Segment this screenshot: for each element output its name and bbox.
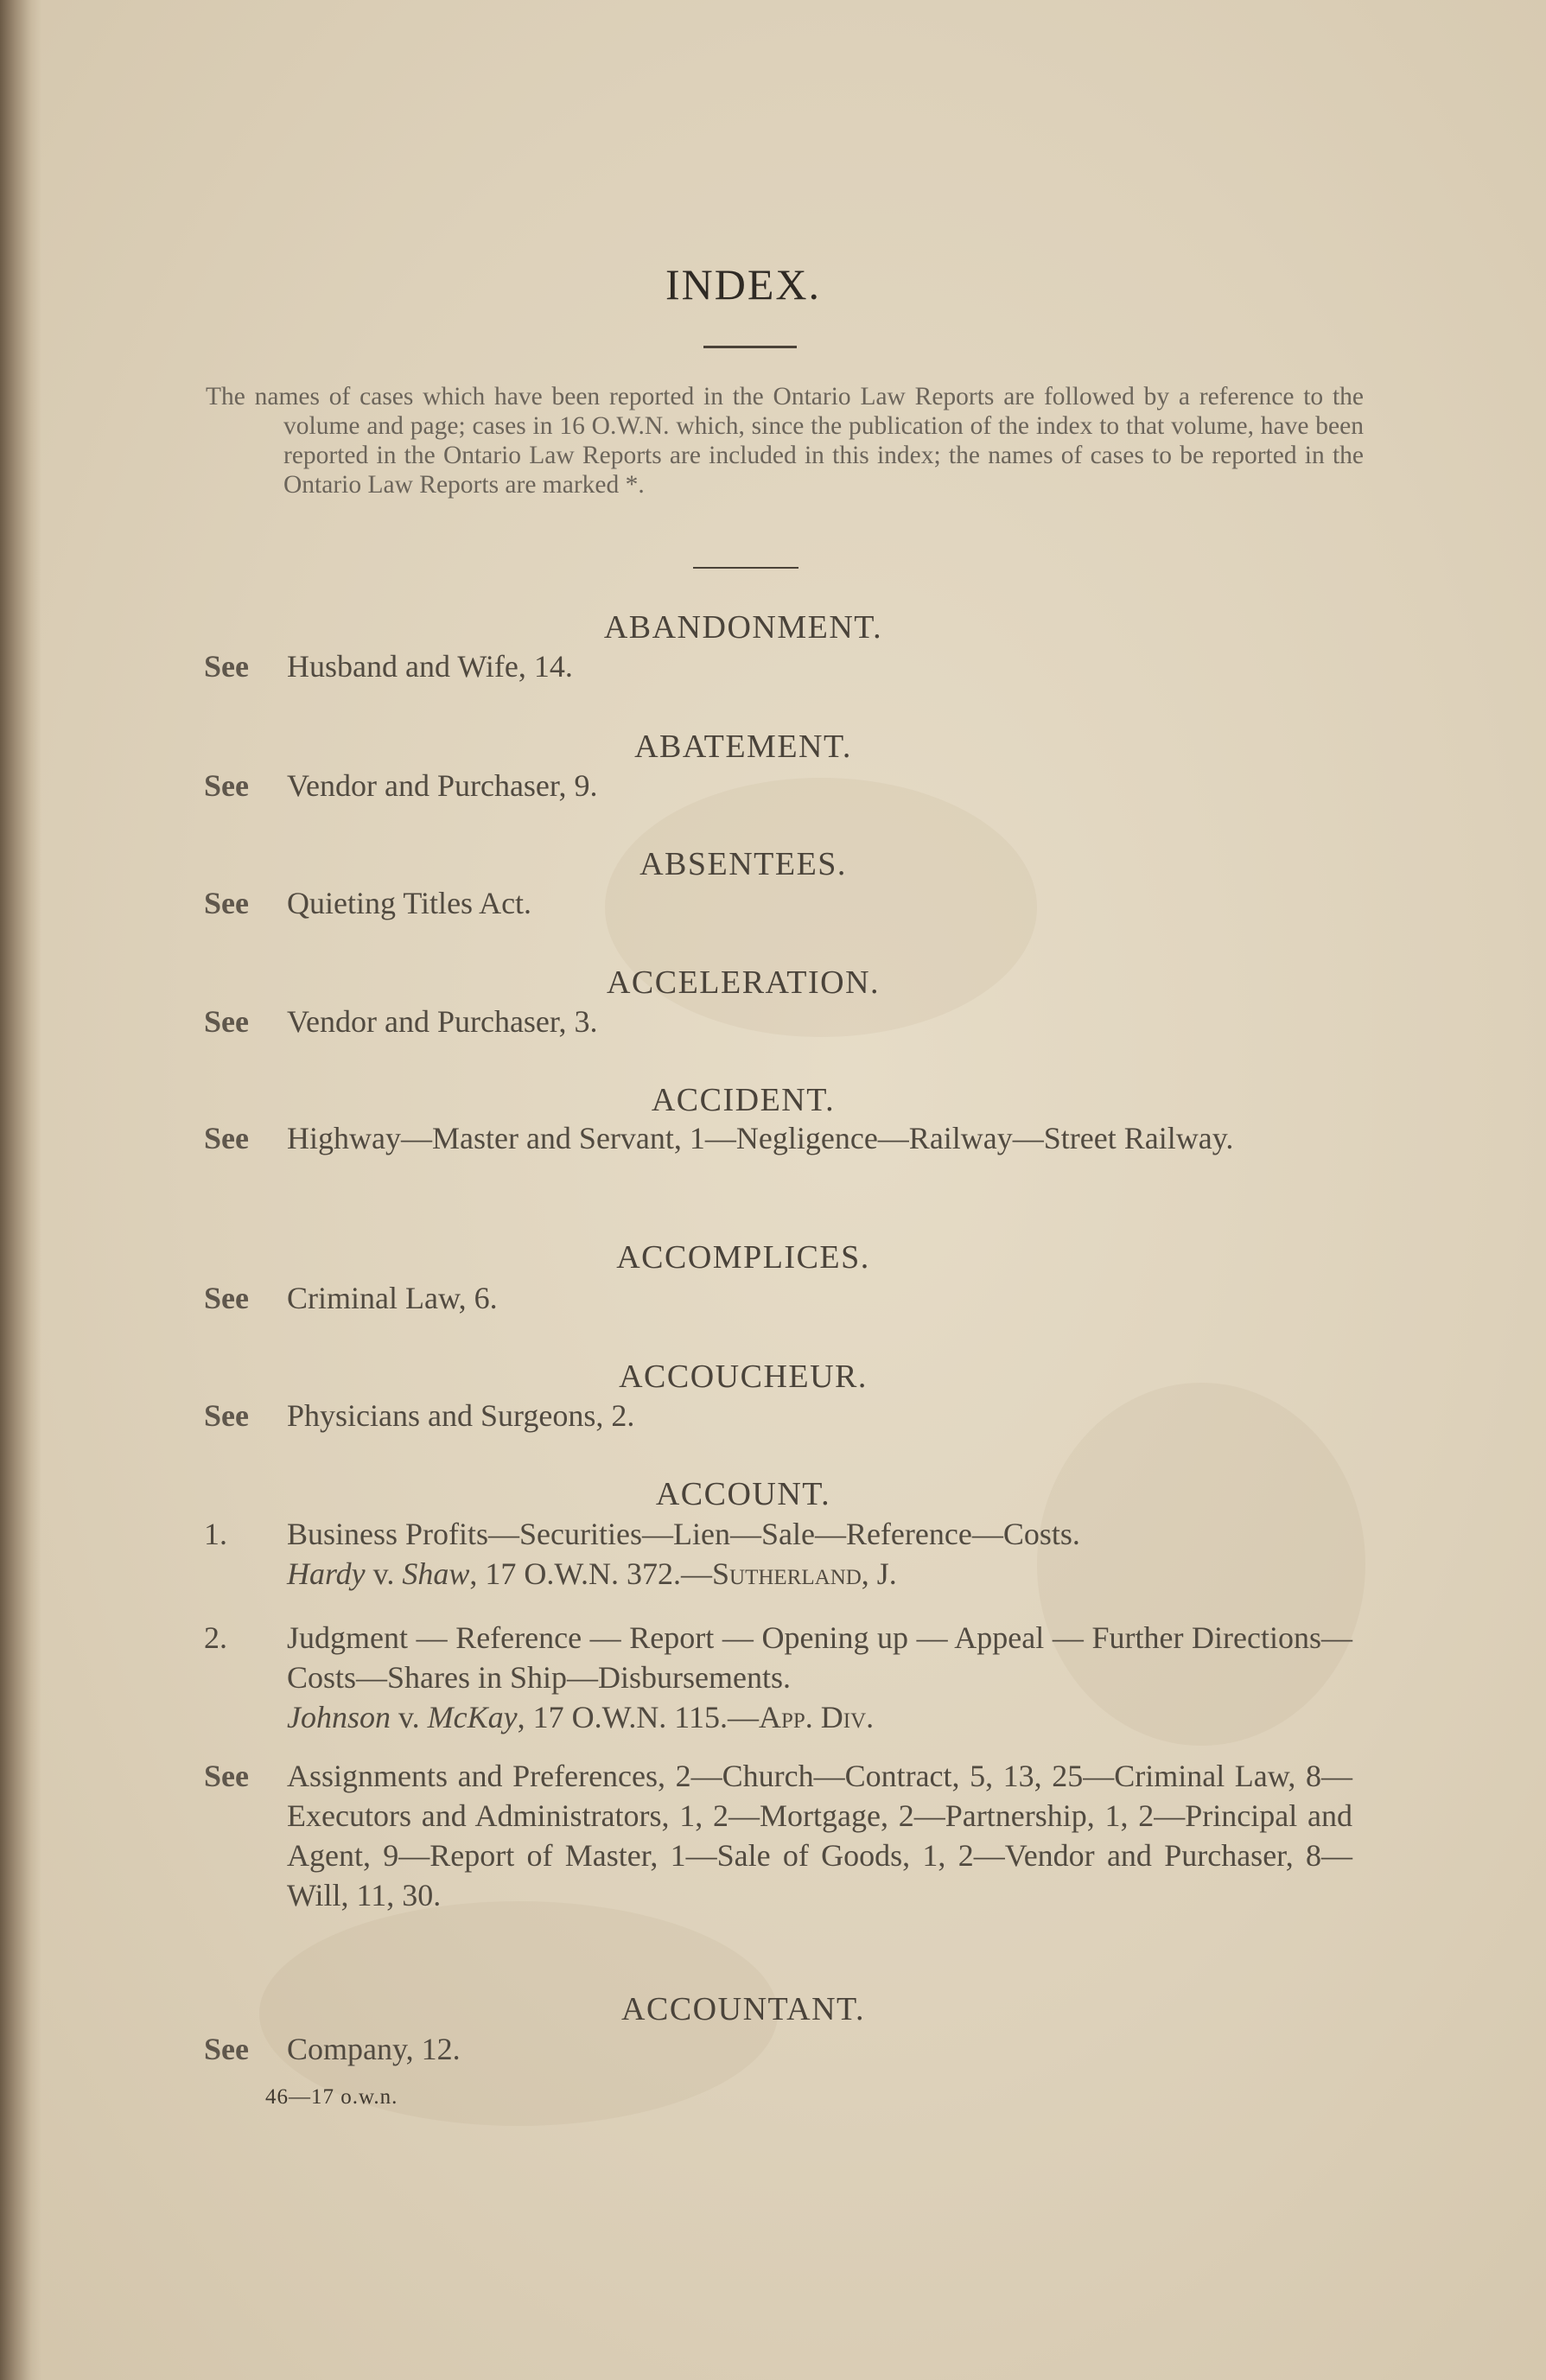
case-party-a: Hardy: [287, 1556, 366, 1591]
see-label: See: [204, 1759, 249, 1793]
case-party-b: McKay: [427, 1700, 518, 1734]
entry-heading-abatement: ABATEMENT.: [634, 729, 852, 765]
entry-heading-accident: ACCIDENT.: [651, 1082, 836, 1118]
cross-reference-text: Highway—Master and Servant, 1—Negligence—Railway—Street Railway.: [287, 1121, 1234, 1155]
entry-acceleration-reference: [204, 1003, 1293, 1040]
entry-accident-reference: [204, 1118, 1352, 1158]
signature-mark: 46—17 o.w.n.: [265, 2085, 398, 2109]
case-party-a: Johnson: [287, 1700, 391, 1734]
entry-heading-abandonment: ABANDONMENT.: [603, 609, 883, 646]
item-catchwords: Business Profits—Securities—Lien—Sale—Reference—Costs.: [287, 1517, 1080, 1551]
entry-abatement-reference: [204, 767, 1293, 804]
case-citation: , 17 O.W.N. 115.—: [517, 1700, 759, 1734]
entry-abandonment-reference: [204, 648, 1293, 684]
case-versus: v.: [391, 1700, 428, 1734]
entry-heading-account: ACCOUNT.: [655, 1476, 831, 1512]
account-item-1: [204, 1514, 1352, 1594]
see-label: See: [204, 886, 249, 920]
cross-reference-text: Company, 12.: [287, 2032, 461, 2066]
see-label: See: [204, 768, 249, 803]
index-introduction: The names of cases which have been reported in the Ontario Law Reports are followed by a reference to the volume and page; cases in 16 O.W.N. which, since the publication of the index to that volume, have been reported in the Ontario Law Reports are included in this index; the names of cases to be reported in the Ontario Law Reports are marked *.: [206, 383, 1364, 499]
entry-heading-accoucheur: ACCOUCHEUR.: [619, 1359, 868, 1395]
cross-reference-text: Criminal Law, 6.: [287, 1281, 498, 1315]
cross-reference-text: Physicians and Surgeons, 2.: [287, 1398, 635, 1433]
account-item-2: [204, 1618, 1352, 1737]
see-label: See: [204, 1281, 249, 1315]
case-party-b: Shaw: [402, 1556, 470, 1591]
see-label: See: [204, 1398, 249, 1433]
case-versus: v.: [365, 1556, 403, 1591]
entry-accomplices-reference: [204, 1280, 1293, 1316]
item-number: 2.: [204, 1620, 227, 1655]
page-title: INDEX.: [665, 260, 822, 309]
cross-reference-text: Husband and Wife, 14.: [287, 649, 573, 684]
cross-reference-text: Assignments and Preferences, 2—Church—Contract, 5, 13, 25—Criminal Law, 8—Executors and Administrators, 1, 2—Mortgage, 2—Partnership, 1, 2—Principal and Agent, 9—Report of Master, 1—Sale of Goods, 1, 2—Vendor and Purchaser, 8—Will, 11, 30.: [287, 1759, 1352, 1912]
entry-heading-accountant: ACCOUNTANT.: [621, 1991, 865, 2027]
cross-reference-text: Quieting Titles Act.: [287, 886, 532, 920]
entry-heading-accomplices: ACCOMPLICES.: [616, 1239, 870, 1276]
cross-reference-text: Vendor and Purchaser, 3.: [287, 1004, 598, 1039]
item-catchwords: Judgment — Reference — Report — Opening up — Appeal — Further Directions—Costs—Shares in Ship—Disbursements.: [287, 1620, 1352, 1695]
case-judge: App. Div.: [758, 1700, 875, 1734]
entry-accoucheur-reference: [204, 1397, 1293, 1434]
case-judge: Sutherland, J.: [712, 1556, 897, 1591]
cross-reference-text: Vendor and Purchaser, 9.: [287, 768, 598, 803]
title-rule: [703, 346, 797, 348]
see-label: See: [204, 2032, 249, 2066]
case-citation: , 17 O.W.N. 372.—: [469, 1556, 713, 1591]
item-number: 1.: [204, 1517, 227, 1551]
section-rule: [693, 567, 798, 569]
see-label: See: [204, 649, 249, 684]
entry-account-reference: [204, 1756, 1352, 1915]
entry-heading-acceleration: ACCELERATION.: [606, 964, 881, 1001]
entry-absentees-reference: [204, 885, 1293, 921]
entry-heading-absentees: ABSENTEES.: [639, 846, 847, 882]
entry-accountant-reference: [204, 2031, 1293, 2067]
see-label: See: [204, 1121, 249, 1155]
see-label: See: [204, 1004, 249, 1039]
